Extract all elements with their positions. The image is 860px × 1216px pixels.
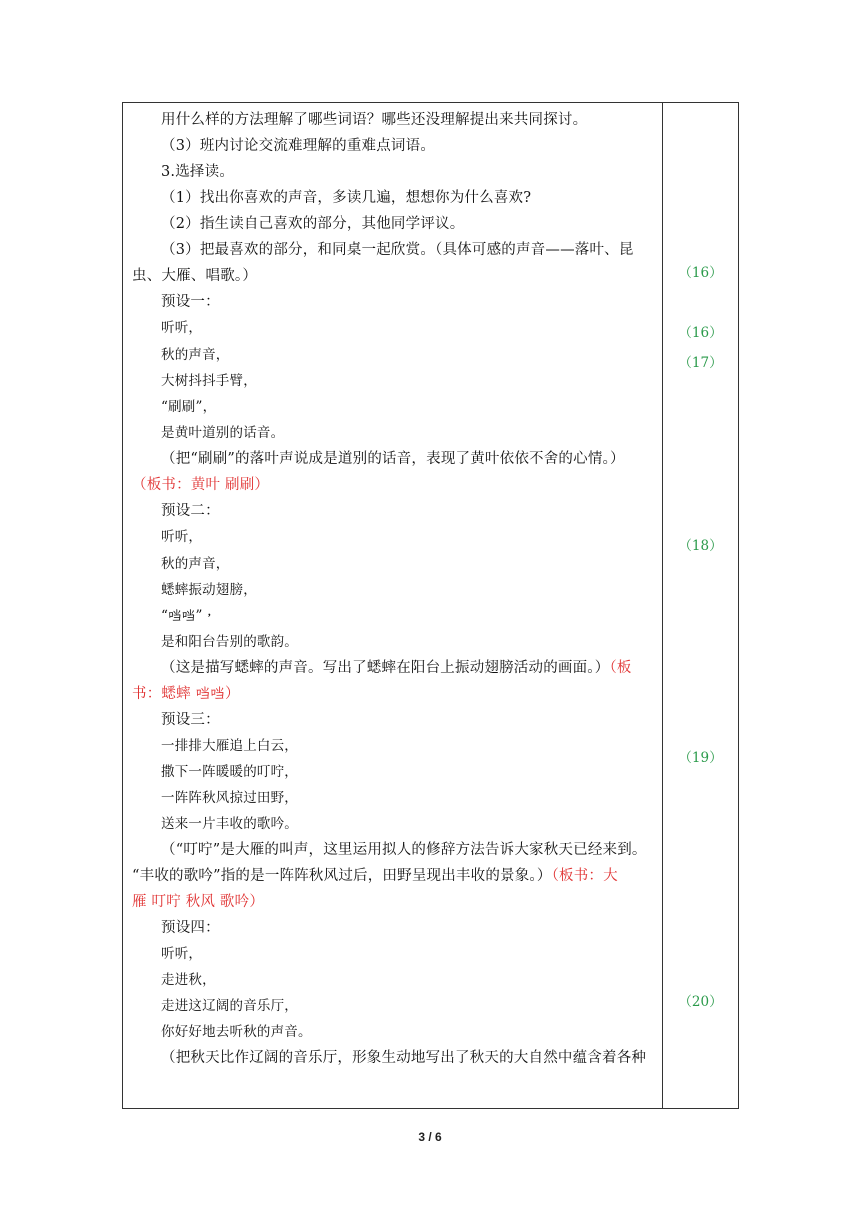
content-line xyxy=(132,107,686,133)
board-note-text: 书：蟋蟀 𪠽𪠽） xyxy=(132,686,240,702)
time-note: （17） xyxy=(678,355,723,371)
content-text: 虫、大雁、唱歌。） xyxy=(132,268,258,284)
content-line xyxy=(132,707,686,733)
time-note: （16） xyxy=(678,265,723,281)
content-line xyxy=(132,368,686,394)
content-line xyxy=(132,993,686,1019)
content-line xyxy=(132,551,686,577)
content-text: 撒下一阵暖暖的叮咛， xyxy=(161,764,298,780)
content-text: 预设四： xyxy=(161,920,220,936)
content-line xyxy=(132,1045,686,1071)
content-text: （1）找出你喜欢的声音，多读几遍，想想你为什么喜欢? xyxy=(161,190,532,206)
content-line xyxy=(132,446,686,472)
content-text: （把“刷刷”的落叶声说成是道别的话音，表现了黄叶依依不舍的心情。） xyxy=(161,451,625,467)
page-number: 3 / 6 xyxy=(418,1130,442,1144)
content-line xyxy=(132,785,686,811)
content-text: 预设三： xyxy=(161,712,220,728)
content-text: （2）指生读自己喜欢的部分，其他同学评议。 xyxy=(161,216,465,232)
content-text: 蟋蟀振动翅膀， xyxy=(161,582,257,598)
content-text: 你好好地去听秋的声音。 xyxy=(161,1024,312,1040)
content-line xyxy=(132,342,686,368)
board-note-text: （板 xyxy=(609,660,632,676)
content-text: 走进秋， xyxy=(161,972,216,988)
board-note-text: （板书：大 xyxy=(551,868,618,884)
content-line xyxy=(132,967,686,993)
content-text: （“叮咛”是大雁的叫声，这里运用拟人的修辞方法告诉大家秋天已经来到。 xyxy=(161,842,647,858)
content-line xyxy=(132,185,686,211)
content-text: 走进这辽阔的音乐厅， xyxy=(161,998,298,1014)
content-line xyxy=(132,889,657,915)
content-line xyxy=(132,237,686,263)
board-note-text: （板书：黄叶 刷刷） xyxy=(132,477,270,493)
content-line xyxy=(132,289,686,315)
content-line xyxy=(132,1019,686,1045)
content-text: 秋的声音， xyxy=(161,556,230,572)
content-text: 预设一： xyxy=(161,294,220,310)
content-text: （3）班内讨论交流难理解的重难点词语。 xyxy=(161,138,436,154)
content-text: 3.选择读。 xyxy=(161,164,235,180)
content-line xyxy=(132,837,686,863)
content-text: 送来一片丰收的歌吟。 xyxy=(161,816,298,832)
content-text: 是黄叶道别的话音。 xyxy=(161,425,285,441)
content-line xyxy=(132,811,686,837)
time-note: （20） xyxy=(678,994,723,1010)
time-note: （18） xyxy=(678,538,723,554)
content-text: （3）把最喜欢的部分，和同桌一起欣赏。（具体可感的声音——落叶、昆 xyxy=(161,242,634,258)
content-line xyxy=(132,211,686,237)
content-line xyxy=(132,263,657,289)
content-line xyxy=(132,603,686,629)
content-line xyxy=(132,472,657,498)
content-line xyxy=(132,759,686,785)
board-note-text: 雁 叮咛 秋风 歌吟） xyxy=(132,894,265,910)
time-note: （16） xyxy=(678,325,723,341)
content-text: “丰收的歌吟”指的是一阵阵秋风过后，田野呈现出丰收的景象。） xyxy=(132,868,552,884)
content-text: 听听， xyxy=(161,320,203,336)
content-line xyxy=(132,420,686,446)
content-line xyxy=(132,498,686,524)
content-text: 大树抖抖手臂， xyxy=(161,373,257,389)
content-line xyxy=(132,159,686,185)
content-text: “刷刷”， xyxy=(161,399,217,415)
content-line xyxy=(132,133,686,159)
content-line xyxy=(132,915,686,941)
content-text: 一阵阵秋风掠过田野， xyxy=(161,790,298,806)
content-line xyxy=(132,863,657,889)
content-text: 秋的声音， xyxy=(161,347,230,363)
content-line xyxy=(132,315,686,341)
content-line xyxy=(132,733,686,759)
content-text: （这是描写蟋蟀的声音。写出了蟋蟀在阳台上振动翅膀活动的画面。） xyxy=(161,660,610,676)
content-text: 一排排大雁追上白云， xyxy=(161,738,298,754)
content-text: “𪠽𪠽”， xyxy=(161,608,217,624)
content-text: （把秋天比作辽阔的音乐厅，形象生动地写出了秋天的大自然中蕴含着各种 xyxy=(161,1050,647,1066)
content-line xyxy=(132,629,686,655)
content-text: 听听， xyxy=(161,946,203,962)
content-line xyxy=(132,394,686,420)
content-line xyxy=(132,941,686,967)
content-line xyxy=(132,655,686,681)
content-line xyxy=(132,577,686,603)
content-text: 用什么样的方法理解了哪些词语？哪些还没理解提出来共同探讨。 xyxy=(161,112,588,128)
content-line xyxy=(132,524,686,550)
time-note: （19） xyxy=(678,750,723,766)
content-line xyxy=(132,681,657,707)
content-text: 是和阳台告别的歌韵。 xyxy=(161,634,298,650)
content-text: 预设二： xyxy=(161,503,220,519)
content-text: 听听， xyxy=(161,529,203,545)
